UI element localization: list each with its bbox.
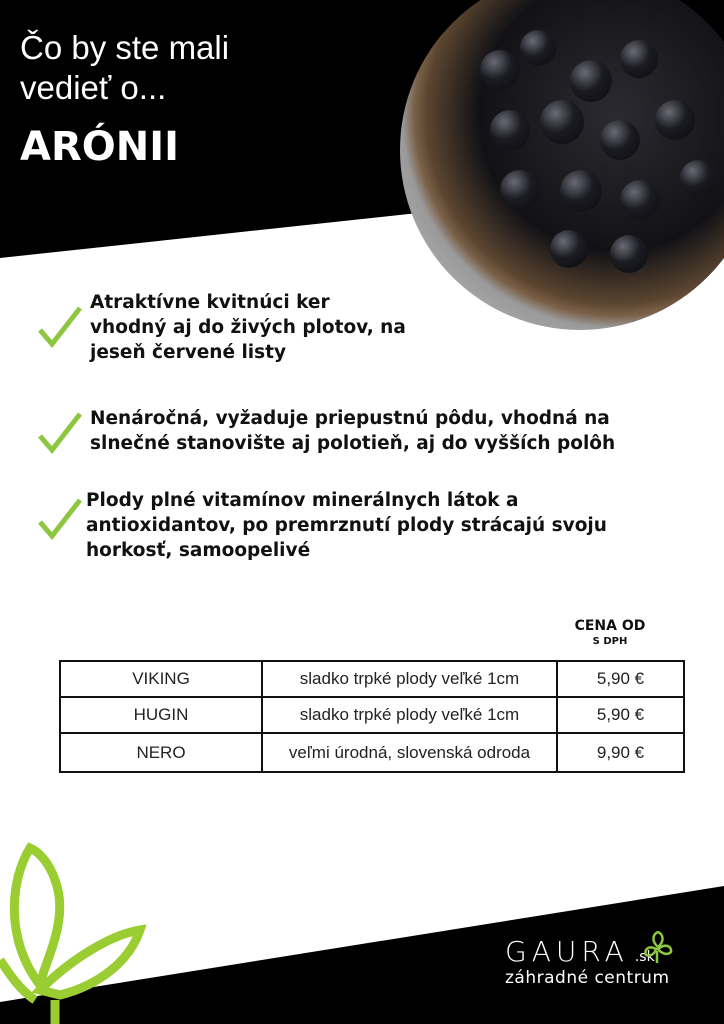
table-row: [60, 733, 684, 772]
bullet-line: antioxidantov, po premrznutí plody strácajú svoju: [86, 515, 607, 536]
table-row: [60, 661, 684, 697]
bullet-line: Atraktívne kvitnúci ker: [90, 292, 330, 313]
variety-cell: NERO: [60, 733, 262, 772]
price-header: [570, 618, 650, 647]
variety-cell: HUGIN: [60, 697, 262, 733]
logo-tagline: záhradné centrum: [505, 968, 670, 988]
page-title: ARÓNII: [20, 124, 180, 170]
checkmark-icon: [36, 410, 82, 456]
checkmark-icon: [36, 304, 82, 350]
bullet-line: jeseň červené listy: [90, 342, 287, 363]
price-cell: 9,90 €: [557, 733, 684, 772]
table-row: [60, 697, 684, 733]
bullet-line: Plody plné vitamínov minerálnych látok a: [86, 490, 519, 511]
feature-bullet-3: [36, 488, 607, 563]
bullet-line: Nenáročná, vyžaduje priepustnú pôdu, vhodná na: [90, 408, 610, 429]
feature-bullet-1: [36, 290, 406, 365]
bullet-line: horkosť, samoopelivé: [86, 540, 311, 561]
price-header-sub: S DPH: [592, 636, 628, 647]
description-cell: sladko trpké plody veľké 1cm: [262, 697, 557, 733]
price-cell: 5,90 €: [557, 661, 684, 697]
variety-cell: VIKING: [60, 661, 262, 697]
price-cell: 5,90 €: [557, 697, 684, 733]
logo-name: GAURA: [505, 935, 629, 968]
description-cell: sladko trpké plody veľké 1cm: [262, 661, 557, 697]
logo-domain: .sk: [634, 949, 655, 965]
bullet-line: vhodný aj do živých plotov, na: [90, 317, 406, 338]
bullet-line: slnečné stanovište aj polotieň, aj do vyšších polôh: [90, 433, 616, 454]
description-cell: veľmi úrodná, slovenská odroda: [262, 733, 557, 772]
flower-logo-icon: [643, 931, 673, 965]
checkmark-icon: [36, 496, 82, 542]
intro-line-2: vedieť o...: [20, 69, 167, 106]
intro-line-1: Čo by ste mali: [20, 29, 230, 66]
price-table: [59, 660, 685, 773]
price-header-label: CENA OD: [574, 618, 646, 634]
intro-text: [20, 28, 229, 108]
feature-bullet-2: [36, 406, 615, 456]
gaura-logo: [505, 935, 670, 988]
